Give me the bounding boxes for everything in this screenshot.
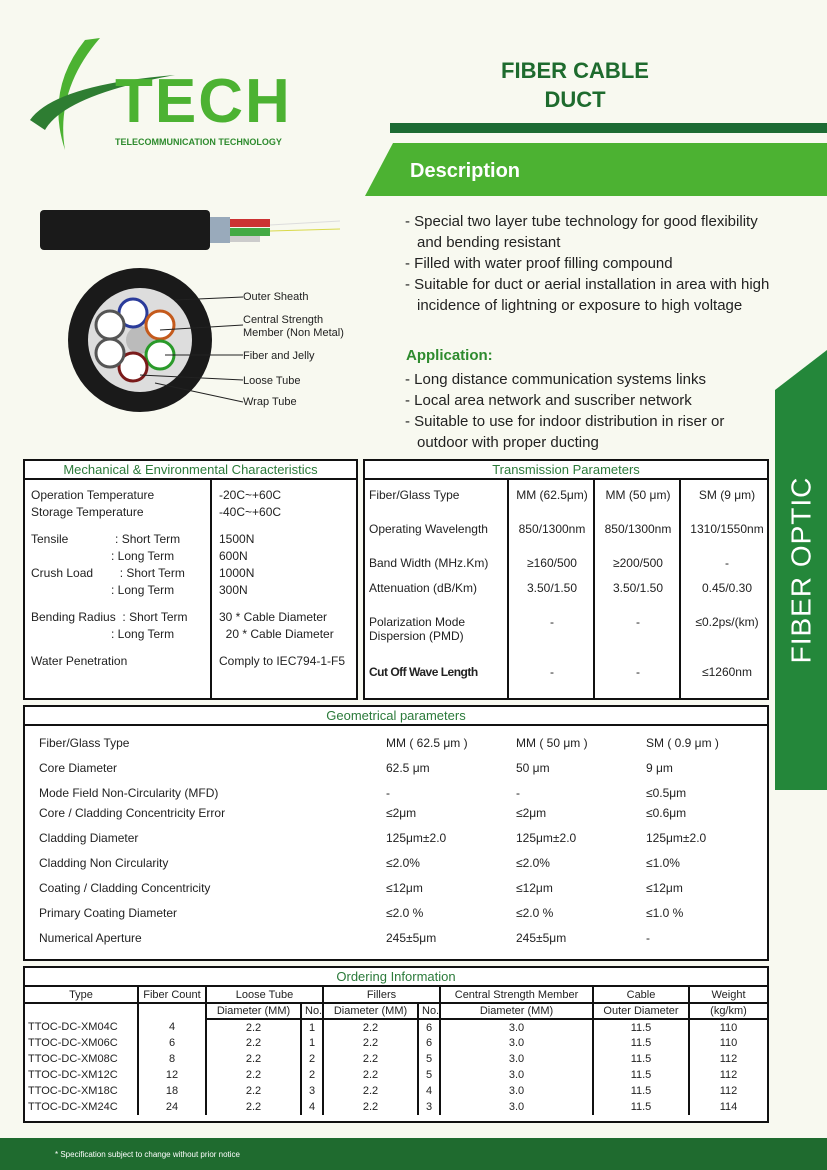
ordering-rows bbox=[25, 987, 767, 1115]
table-row bbox=[25, 856, 772, 881]
table-row bbox=[365, 665, 773, 695]
table-cell: 1500N bbox=[219, 532, 255, 546]
table-cell: 6 bbox=[138, 1035, 206, 1051]
table-cell: 0.45/0.30 bbox=[701, 581, 753, 595]
table-cell: Cladding Non Circularity bbox=[39, 856, 169, 870]
table-cell: Polarization Mode Dispersion (PMD) bbox=[369, 615, 466, 643]
mechanical-table bbox=[23, 459, 358, 700]
footer-note: * Specification subject to change without prior notice bbox=[55, 1150, 240, 1159]
table-row bbox=[25, 1067, 767, 1083]
mechanical-title: Mechanical & Environmental Characteristics bbox=[25, 461, 356, 480]
table-cell: 5 bbox=[418, 1067, 440, 1083]
table-row bbox=[25, 627, 356, 644]
table-cell: 245±5μm bbox=[516, 931, 567, 945]
ordering-title: Ordering Information bbox=[25, 968, 767, 987]
geometrical-rows bbox=[25, 736, 772, 956]
application-list bbox=[405, 369, 775, 453]
table-cell: 2.2 bbox=[206, 1035, 301, 1051]
table-cell: 2.2 bbox=[206, 1051, 301, 1067]
company-logo bbox=[25, 30, 345, 160]
column-subheader: Diameter (MM) bbox=[440, 1003, 593, 1019]
table-cell: : Long Term bbox=[31, 583, 175, 597]
table-cell: 4 bbox=[418, 1083, 440, 1099]
cross-section-diagram bbox=[65, 265, 365, 415]
table-cell: - bbox=[386, 786, 390, 800]
table-cell: 3.0 bbox=[440, 1051, 593, 1067]
table-cell: - bbox=[636, 665, 640, 679]
table-cell: 11.5 bbox=[593, 1083, 689, 1099]
table-cell: Fiber/Glass Type bbox=[369, 488, 460, 502]
description-list bbox=[405, 211, 780, 316]
label-loose-tube: Loose Tube bbox=[243, 375, 301, 387]
table-cell: 3 bbox=[301, 1083, 323, 1099]
table-cell: ≤0.5μm bbox=[646, 786, 687, 800]
table-row bbox=[25, 549, 356, 566]
table-cell: -40C~+60C bbox=[219, 505, 282, 519]
description-heading: Description bbox=[410, 160, 521, 182]
table-cell: 50 μm bbox=[516, 761, 550, 775]
table-cell: ≤12μm bbox=[516, 881, 553, 895]
table-cell: ≥160/500 bbox=[527, 556, 577, 570]
table-cell: 11.5 bbox=[593, 1099, 689, 1115]
table-cell: 125μm±2.0 bbox=[516, 831, 577, 845]
table-cell: Storage Temperature bbox=[31, 505, 144, 519]
table-cell: ≤0.6μm bbox=[646, 806, 687, 820]
table-cell: ≤2.0 % bbox=[516, 906, 554, 920]
geometrical-title: Geometrical parameters bbox=[25, 707, 767, 726]
table-cell: 11.5 bbox=[593, 1067, 689, 1083]
description-item: - Suitable for duct or aerial installation in area with high incidence of lightning or exposure to high voltage bbox=[405, 276, 770, 314]
table-cell: 6 bbox=[418, 1019, 440, 1035]
column-subheader: No. bbox=[418, 1003, 440, 1019]
column-header: Cable bbox=[593, 987, 689, 1003]
table-row bbox=[365, 522, 773, 556]
table-cell: 3.0 bbox=[440, 1019, 593, 1035]
table-cell: 112 bbox=[689, 1051, 767, 1067]
table-row bbox=[25, 1035, 767, 1051]
table-cell: ≤2μm bbox=[386, 806, 417, 820]
column-header: Fillers bbox=[323, 987, 440, 1003]
table-cell: 850/1300nm bbox=[518, 522, 586, 536]
table-row bbox=[25, 806, 772, 831]
table-cell: Crush Load : Short Term bbox=[31, 566, 185, 580]
table-cell: 2.2 bbox=[323, 1083, 418, 1099]
table-row bbox=[25, 1051, 767, 1067]
table-cell: 3.0 bbox=[440, 1035, 593, 1051]
ordering-table bbox=[23, 966, 769, 1123]
table-cell: TTOC-DC-XM06C bbox=[28, 1037, 118, 1049]
page-title bbox=[440, 56, 710, 114]
table-row bbox=[365, 556, 773, 581]
table-cell: TTOC-DC-XM04C bbox=[28, 1021, 118, 1033]
table-row bbox=[25, 906, 772, 931]
table-cell: SM ( 0.9 μm ) bbox=[646, 736, 719, 750]
table-row bbox=[25, 583, 356, 600]
table-cell: ≤2.0 % bbox=[386, 906, 424, 920]
table-cell: 2.2 bbox=[323, 1019, 418, 1035]
table-row bbox=[25, 831, 772, 856]
table-cell: 18 bbox=[138, 1083, 206, 1099]
table-cell: 112 bbox=[689, 1083, 767, 1099]
table-cell: 2.2 bbox=[206, 1099, 301, 1115]
table-cell: ≤1.0 % bbox=[646, 906, 684, 920]
table-cell: 12 bbox=[138, 1067, 206, 1083]
table-cell: 3.0 bbox=[440, 1083, 593, 1099]
column-subheader: Diameter (MM) bbox=[206, 1003, 301, 1019]
table-cell: Operation Temperature bbox=[31, 488, 155, 502]
table-cell: - bbox=[725, 556, 729, 570]
column-header: Weight bbox=[689, 987, 767, 1003]
table-row bbox=[365, 581, 773, 615]
table-row bbox=[25, 1099, 767, 1115]
table-cell: 2.2 bbox=[206, 1083, 301, 1099]
table-row bbox=[25, 931, 772, 956]
table-cell: 112 bbox=[689, 1067, 767, 1083]
table-cell: Bending Radius : Short Term bbox=[31, 610, 188, 624]
table-cell: 5 bbox=[418, 1051, 440, 1067]
table-cell: : Long Term bbox=[31, 549, 175, 563]
table-cell: 3.50/1.50 bbox=[612, 581, 664, 595]
table-cell: Attenuation (dB/Km) bbox=[369, 581, 478, 595]
table-cell: 30 * Cable Diameter bbox=[219, 610, 328, 624]
table-cell: 1 bbox=[301, 1035, 323, 1051]
description-item: - Special two layer tube technology for good flexibility and bending resistant bbox=[405, 213, 758, 251]
table-row bbox=[25, 1019, 767, 1035]
table-cell: : Long Term bbox=[31, 627, 175, 641]
table-cell: - bbox=[516, 786, 520, 800]
table-cell: TTOC-DC-XM12C bbox=[28, 1069, 118, 1081]
table-cell: Cladding Diameter bbox=[39, 831, 139, 845]
table-row bbox=[25, 881, 772, 906]
description-item: - Filled with water proof filling compound bbox=[405, 255, 673, 272]
column-subheader: (kg/km) bbox=[689, 1003, 767, 1019]
table-row bbox=[25, 654, 356, 671]
table-row bbox=[25, 786, 772, 806]
table-cell: 300N bbox=[219, 583, 248, 597]
table-cell: 1000N bbox=[219, 566, 255, 580]
column-subheader bbox=[25, 1003, 138, 1019]
table-cell: Tensile : Short Term bbox=[31, 532, 181, 546]
table-cell: 6 bbox=[418, 1035, 440, 1051]
table-cell: Comply to IEC794-1-F5 bbox=[219, 654, 346, 668]
table-cell: - bbox=[550, 615, 554, 629]
table-cell: - bbox=[646, 931, 650, 945]
table-cell: MM (50 μm) bbox=[605, 488, 671, 502]
table-cell: TTOC-DC-XM24C bbox=[28, 1101, 118, 1113]
table-cell bbox=[25, 522, 213, 532]
table-cell: 11.5 bbox=[593, 1019, 689, 1035]
table-row bbox=[25, 505, 356, 522]
ordering-subheader-row bbox=[25, 1003, 767, 1019]
table-cell: ≤0.2ps/(km) bbox=[695, 615, 759, 629]
table-cell: Mode Field Non-Circularity (MFD) bbox=[39, 786, 219, 800]
table-row bbox=[25, 610, 356, 627]
table-cell: 20 * Cable Diameter bbox=[219, 627, 334, 641]
table-cell: 2.2 bbox=[323, 1067, 418, 1083]
column-header: Type bbox=[25, 987, 138, 1003]
table-cell: 600N bbox=[219, 549, 248, 563]
table-cell: Coating / Cladding Concentricity bbox=[39, 881, 211, 895]
side-tab-label: FIBER OPTIC bbox=[785, 476, 817, 664]
table-cell: 2.2 bbox=[206, 1067, 301, 1083]
table-cell: 4 bbox=[138, 1019, 206, 1035]
header-divider bbox=[390, 123, 827, 133]
table-cell: ≤1.0% bbox=[646, 856, 680, 870]
transmission-rows bbox=[365, 488, 773, 695]
title-line-1: FIBER CABLE bbox=[501, 58, 649, 83]
table-cell: 8 bbox=[138, 1051, 206, 1067]
table-cell: Cut Off Wave Length bbox=[369, 665, 478, 679]
label-wrap-tube: Wrap Tube bbox=[243, 396, 297, 408]
table-cell: 2.2 bbox=[323, 1051, 418, 1067]
table-cell: 125μm±2.0 bbox=[386, 831, 447, 845]
table-cell: 11.5 bbox=[593, 1035, 689, 1051]
table-cell: 2.2 bbox=[323, 1099, 418, 1115]
cable-image bbox=[35, 205, 345, 255]
table-cell: -20C~+60C bbox=[219, 488, 282, 502]
application-item: - Suitable to use for indoor distribution in riser or outdoor with proper ducting bbox=[405, 413, 725, 451]
transmission-table bbox=[363, 459, 769, 700]
table-cell: 3.0 bbox=[440, 1099, 593, 1115]
table-cell: TTOC-DC-XM18C bbox=[28, 1085, 118, 1097]
column-subheader bbox=[138, 1003, 206, 1019]
ordering-header-row bbox=[25, 987, 767, 1003]
column-header: Fiber Count bbox=[138, 987, 206, 1003]
label-outer-sheath: Outer Sheath bbox=[243, 291, 309, 303]
table-row bbox=[25, 522, 356, 532]
table-row bbox=[25, 736, 772, 761]
table-cell: ≤2.0% bbox=[516, 856, 550, 870]
table-row bbox=[25, 566, 356, 583]
table-cell bbox=[213, 522, 356, 532]
table-row bbox=[25, 600, 356, 610]
table-cell: 62.5 μm bbox=[386, 761, 430, 775]
table-cell: Fiber/Glass Type bbox=[39, 736, 130, 750]
table-cell bbox=[213, 600, 356, 610]
column-subheader: Outer Diameter bbox=[593, 1003, 689, 1019]
table-cell: ≤2μm bbox=[516, 806, 547, 820]
table-cell: 1 bbox=[301, 1019, 323, 1035]
column-header: Central Strength Member bbox=[440, 987, 593, 1003]
table-cell: Numerical Aperture bbox=[39, 931, 142, 945]
table-cell: SM (9 μm) bbox=[698, 488, 756, 502]
table-row bbox=[25, 644, 356, 654]
table-row bbox=[365, 615, 773, 665]
table-row bbox=[25, 488, 356, 505]
table-cell: 2.2 bbox=[323, 1035, 418, 1051]
table-cell: 2.2 bbox=[206, 1019, 301, 1035]
column-header: Loose Tube bbox=[206, 987, 323, 1003]
table-cell: ≤12μm bbox=[646, 881, 683, 895]
table-row bbox=[25, 761, 772, 786]
table-cell: 1310/1550nm bbox=[690, 522, 764, 536]
table-cell: Core Diameter bbox=[39, 761, 118, 775]
side-tab-text-wrap bbox=[775, 350, 827, 790]
table-cell: - bbox=[636, 615, 640, 629]
application-item: - Local area network and suscriber network bbox=[405, 392, 692, 409]
transmission-title: Transmission Parameters bbox=[365, 461, 767, 480]
table-cell: 4 bbox=[301, 1099, 323, 1115]
table-row bbox=[25, 1083, 767, 1099]
label-fiber-jelly: Fiber and Jelly bbox=[243, 350, 315, 362]
application-heading: Application: bbox=[406, 347, 493, 364]
geometrical-table bbox=[23, 705, 769, 961]
table-cell bbox=[213, 644, 356, 654]
table-cell: Primary Coating Diameter bbox=[39, 906, 178, 920]
table-cell: Core / Cladding Concentricity Error bbox=[39, 806, 226, 820]
column-subheader: Diameter (MM) bbox=[323, 1003, 418, 1019]
table-cell: ≤2.0% bbox=[386, 856, 420, 870]
table-cell: - bbox=[550, 665, 554, 679]
label-central-strength-member: Central Strength Member (Non Metal) bbox=[243, 314, 344, 339]
application-item: - Long distance communication systems links bbox=[405, 371, 706, 388]
table-cell: 9 μm bbox=[646, 761, 673, 775]
title-line-2: DUCT bbox=[544, 87, 606, 112]
table-cell: Band Width (MHz.Km) bbox=[369, 556, 489, 570]
table-row bbox=[365, 488, 773, 522]
table-cell: 3 bbox=[418, 1099, 440, 1115]
table-cell: 3.0 bbox=[440, 1067, 593, 1083]
table-cell: ≥200/500 bbox=[613, 556, 663, 570]
table-cell: 245±5μm bbox=[386, 931, 437, 945]
svg-text:TECH: TECH bbox=[115, 67, 292, 136]
table-cell: ≤12μm bbox=[386, 881, 423, 895]
table-cell: 2 bbox=[301, 1067, 323, 1083]
table-cell: 110 bbox=[689, 1035, 767, 1051]
mechanical-rows bbox=[25, 488, 356, 671]
table-cell: MM ( 50 μm ) bbox=[516, 736, 588, 750]
table-cell: Operating Wavelength bbox=[369, 522, 488, 536]
logo-tagline: TELECOMMUNICATION TECHNOLOGY bbox=[115, 137, 282, 147]
table-cell: 110 bbox=[689, 1019, 767, 1035]
column-subheader: No. bbox=[301, 1003, 323, 1019]
table-cell: 3.50/1.50 bbox=[526, 581, 578, 595]
table-cell: TTOC-DC-XM08C bbox=[28, 1053, 118, 1065]
table-cell: 114 bbox=[689, 1099, 767, 1115]
table-cell: 125μm±2.0 bbox=[646, 831, 707, 845]
table-cell: 24 bbox=[138, 1099, 206, 1115]
table-cell: MM ( 62.5 μm ) bbox=[386, 736, 468, 750]
table-row bbox=[25, 532, 356, 549]
table-cell: 11.5 bbox=[593, 1051, 689, 1067]
table-cell: Water Penetration bbox=[31, 654, 128, 668]
table-cell bbox=[25, 600, 213, 610]
table-cell bbox=[25, 644, 213, 654]
table-cell: ≤1260nm bbox=[702, 665, 752, 679]
table-cell: 850/1300nm bbox=[604, 522, 672, 536]
table-cell: MM (62.5μm) bbox=[516, 488, 588, 502]
table-cell: 2 bbox=[301, 1051, 323, 1067]
